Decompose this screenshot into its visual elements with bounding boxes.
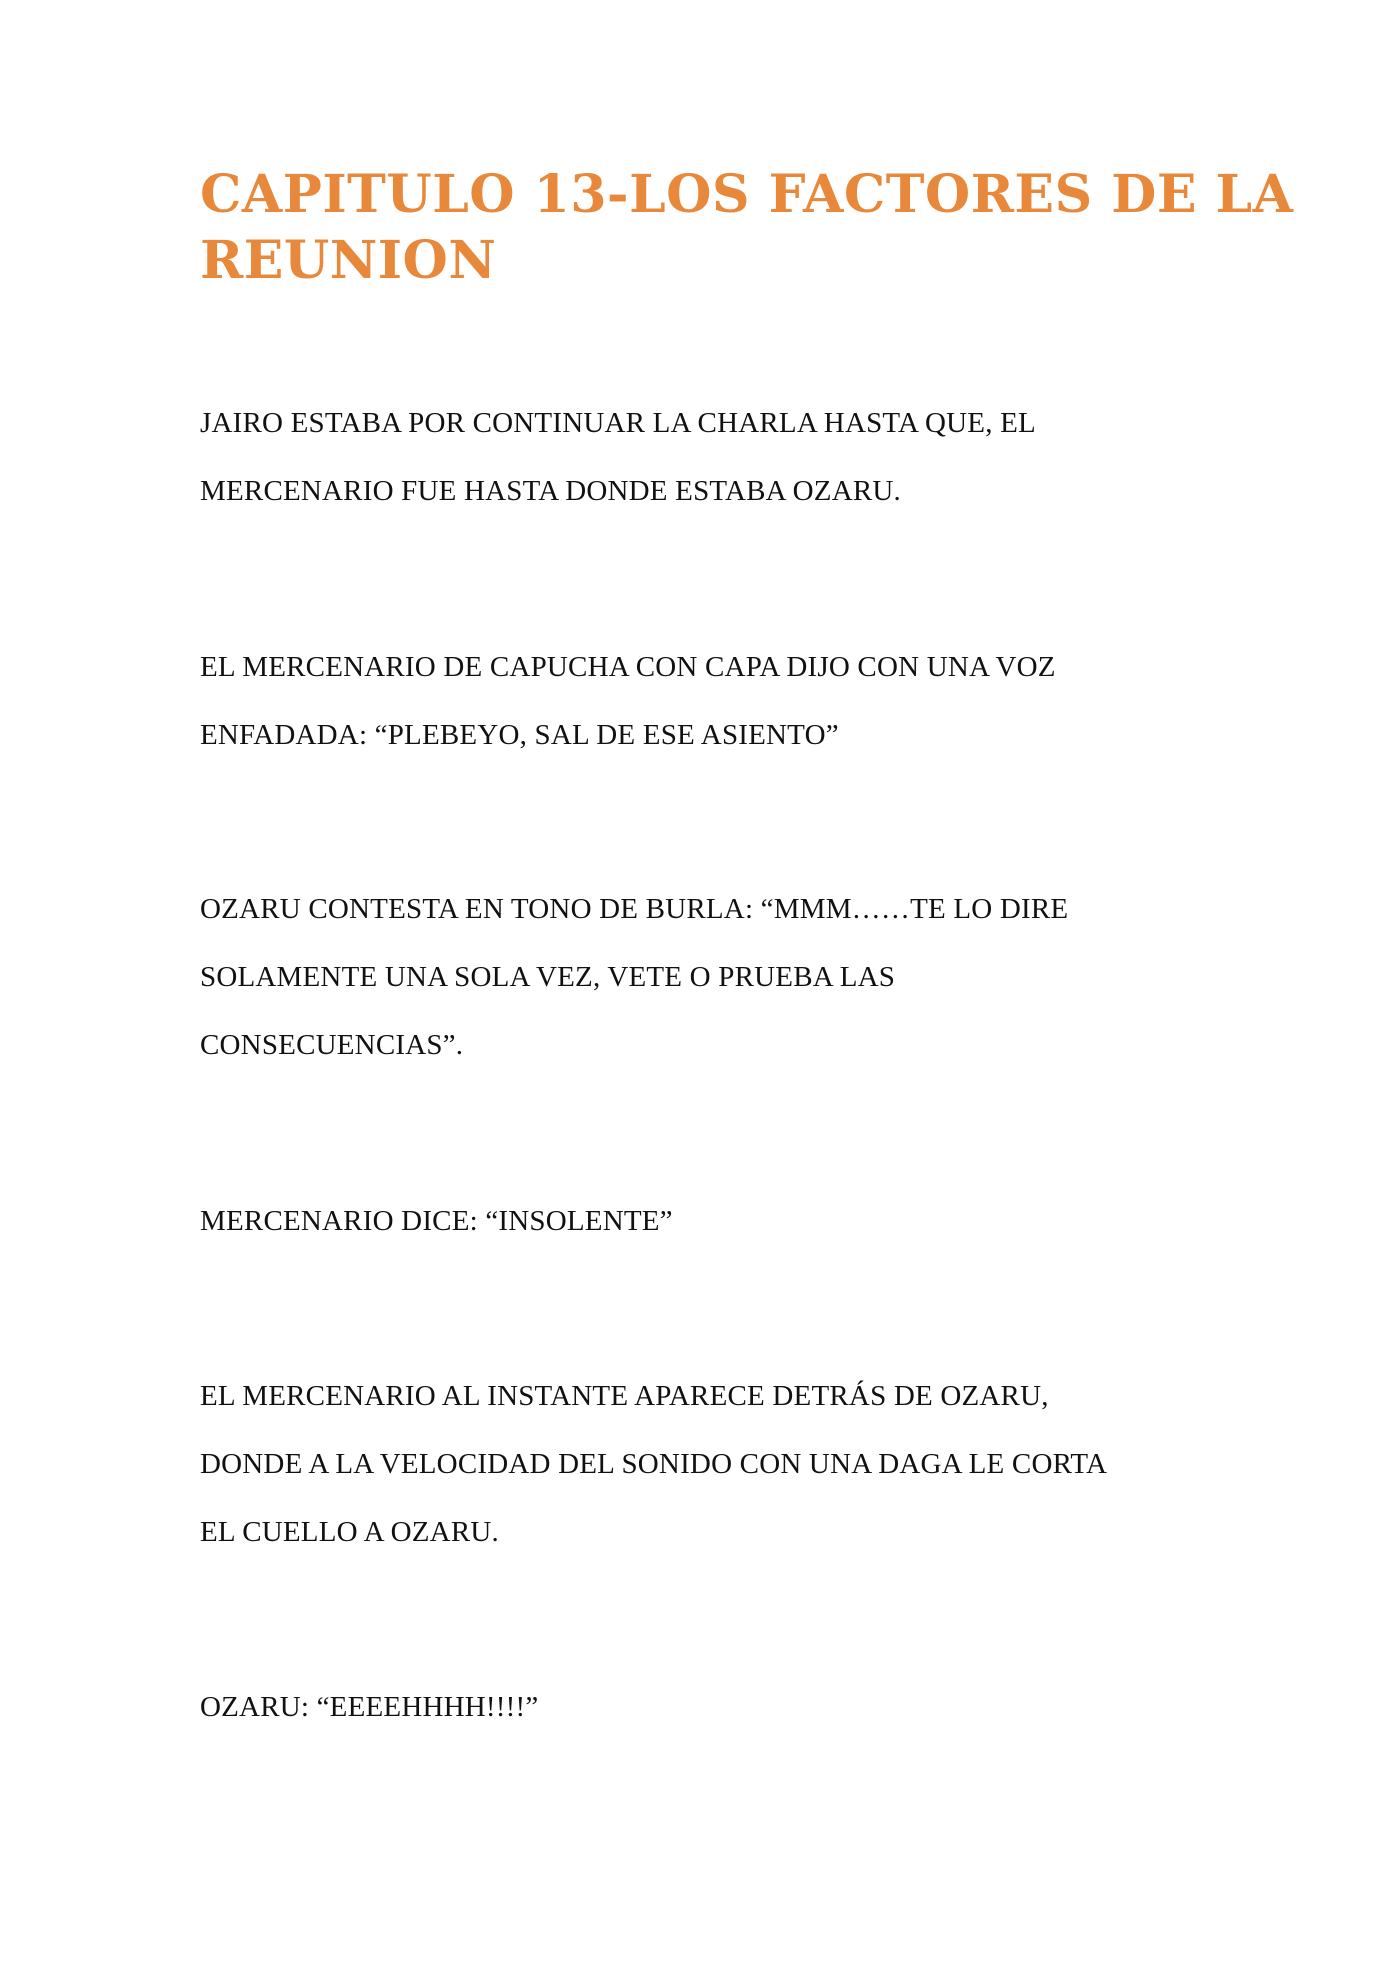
paragraph-6 (200, 1673, 1200, 1741)
paragraph-line: OZARU CONTESTA EN TONO DE BURLA: “MMM……TE LO DIRE (200, 893, 1069, 925)
paragraph-line: CONSECUENCIAS”. (200, 1029, 464, 1061)
paragraph-line: MERCENARIO FUE HASTA DONDE ESTABA OZARU. (200, 475, 901, 507)
paragraph-line: SOLAMENTE UNA SOLA VEZ, VETE O PRUEBA LAS (200, 961, 896, 993)
chapter-title-line-2: REUNION (200, 230, 497, 291)
paragraph-line: OZARU: “EEEEHHHH!!!!” (200, 1691, 539, 1723)
chapter-title (200, 162, 1294, 294)
paragraph-line: JAIRO ESTABA POR CONTINUAR LA CHARLA HASTA QUE, EL (200, 407, 1036, 439)
paragraph-3 (200, 875, 1200, 1079)
paragraph-line: EL MERCENARIO DE CAPUCHA CON CAPA DIJO CON UNA VOZ (200, 651, 1056, 683)
paragraph-line: DONDE A LA VELOCIDAD DEL SONIDO CON UNA DAGA LE CORTA (200, 1448, 1108, 1480)
paragraph-line: MERCENARIO DICE: “INSOLENTE” (200, 1205, 673, 1237)
paragraph-line: ENFADADA: “PLEBEYO, SAL DE ESE ASIENTO” (200, 719, 839, 751)
paragraph-5 (200, 1362, 1200, 1566)
paragraph-1 (200, 389, 1200, 525)
paragraph-2 (200, 633, 1200, 769)
paragraph-line: EL CUELLO A OZARU. (200, 1516, 499, 1548)
paragraph-4 (200, 1187, 1200, 1255)
paragraph-line: EL MERCENARIO AL INSTANTE APARECE DETRÁS DE OZARU, (200, 1380, 1049, 1412)
chapter-title-line-1: CAPITULO 13-LOS FACTORES DE LA (200, 164, 1294, 225)
